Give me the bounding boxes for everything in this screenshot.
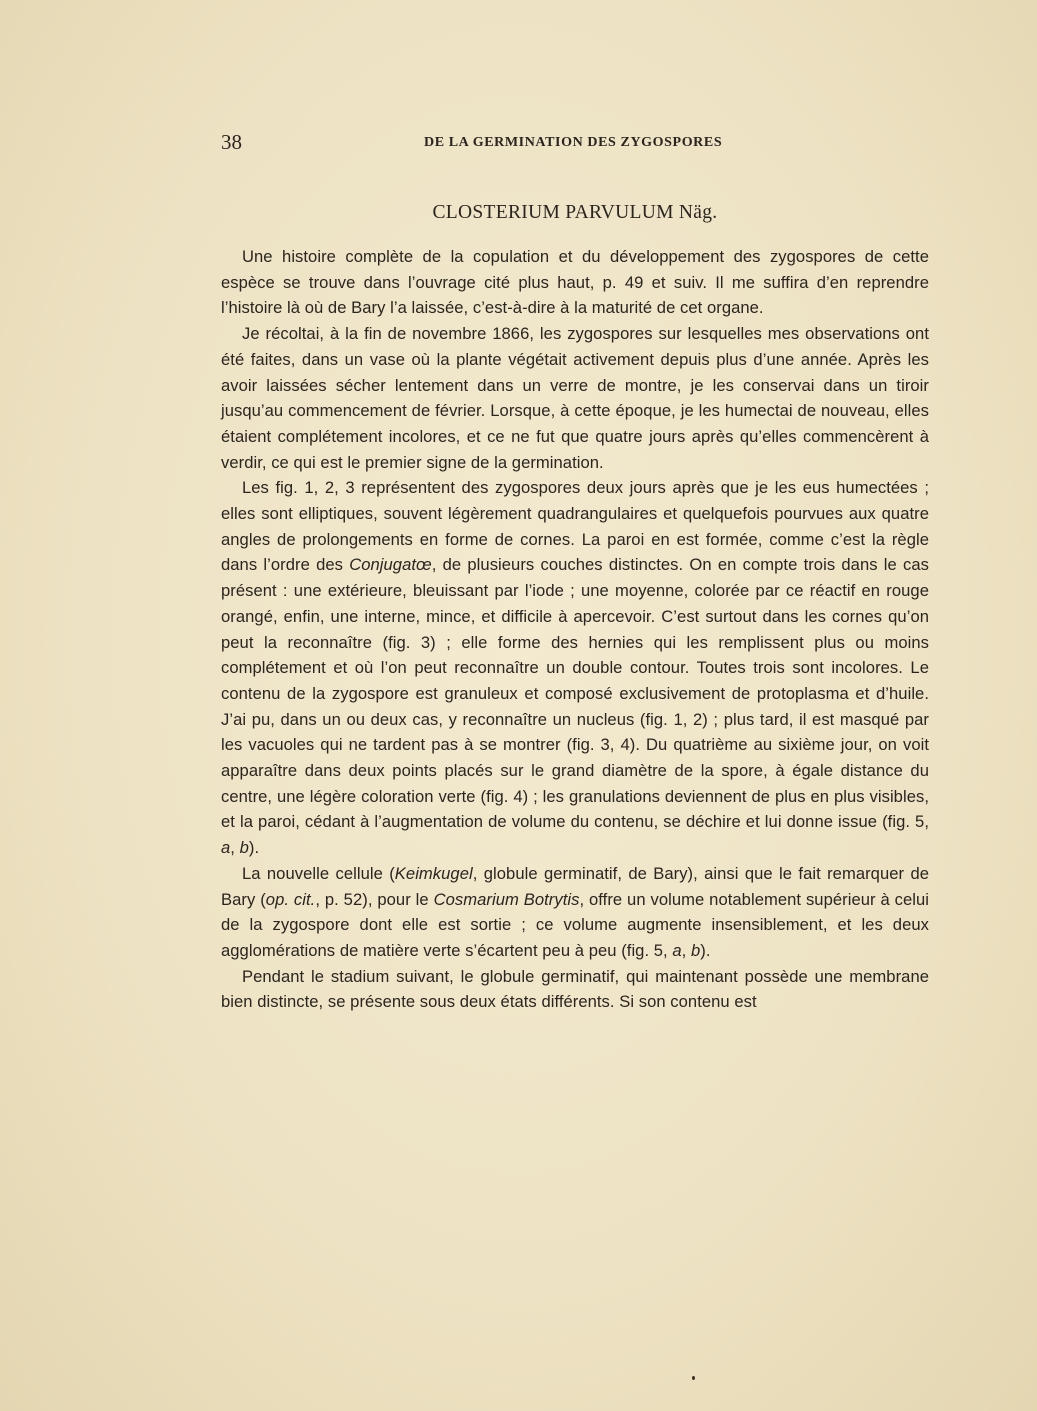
paragraph [221, 244, 929, 321]
body-text [221, 244, 929, 1015]
running-title: DE LA GERMINATION DES ZYGOSPORES [424, 135, 723, 150]
text-run: Je récoltai, à la fin de novembre 1866, les zygospores sur lesquelles mes observations ont été faites, dans un vase où la plante végétait activement depuis plus d’une année. Après les avoir laissées sécher lentement dans un verre de montre, je les conservai dans un tiroir jusqu’au commencement de février. Lorsque, à cette époque, je les humectai de nouveau, elles étaient complétement incolores, et ce ne fut que quatre jours après qu’elles commencèrent à verdir, ce qui est le premier signe de la germination. [221, 324, 929, 472]
italic-text: b [239, 838, 249, 858]
text-run: Une histoire complète de la copulation et du développement des zygospores de cette espèce se trouve dans l’ouvrage cité plus haut, p. 49 et suiv. Il me suffira d’en reprendre l’histoire là où de Bary l’a laissée, c’est-à-dire à la maturité de cet organe. [221, 247, 929, 318]
text-run: Les fig. 1, 2, 3 représentent des zygospores deux jours après que je les eus humectées ; elles sont elliptiques, souvent légèrement quadrangulaires et quelquefois pourvues aux quatre angles de prolongements en forme de cornes. La paroi en est formée, comme c’est la règle dans l’ordre des [221, 478, 929, 575]
text-run: , [681, 940, 691, 960]
page-number: 38 [221, 130, 242, 154]
text-run: , offre un volume notablement supérieur à celui de la zygospore dont elle est sortie ; ce volume augmente insensiblement, et les deux agglomérations de matière verte s’écartent peu à peu (fig. 5, [221, 889, 930, 960]
italic-text: a [672, 940, 682, 960]
text-run: ). [700, 940, 711, 960]
paragraph [221, 964, 929, 1015]
text-run: , p. 52), pour le [315, 889, 434, 909]
text-run: , de plusieurs couches distinctes. On en compte trois dans le cas présent : une extérieure, bleuissant par l’iode ; une moyenne, colorée par ce réactif en rouge orangé, enfin, une interne, mince, et difficile à apercevoir. C’est surtout dans les cornes qu’on peut la reconnaître (fig. 3) ; elle forme des hernies qui les remplissent plus ou moins complétement et où l’on peut reconnaître un double contour. Toutes trois sont incolores. Le contenu de la zygospore est granuleux et composé exclusivement de protoplasma et d’huile. J’ai pu, dans un ou deux cas, y reconnaître un nucleus (fig. 1, 2) ; plus tard, il est masqué par les vacuoles qui ne tardent pas à se montrer (fig. 3, 4). Du quatrième au sixième jour, on voit apparaître dans deux points placés sur le grand diamètre de la spore, à égale distance du centre, une légère coloration verte (fig. 4) ; les granulations deviennent de plus en plus visibles, et la paroi, cédant à l’augmentation de volume du contenu, se déchire et lui donne issue (fig. 5, [221, 555, 929, 832]
running-head [221, 130, 929, 154]
text-run: Pendant le stadium suivant, le globule germinatif, qui maintenant possède une membrane bien distincte, se présente sous deux états différents. Si son contenu est [221, 966, 929, 1012]
text-run: , globule germinatif, de Bary), ainsi que le fait remarquer de Bary ( [221, 863, 929, 909]
text-run: La nouvelle cellule ( [242, 863, 395, 883]
italic-text: Conjugatœ [349, 555, 432, 575]
paragraph [221, 861, 929, 964]
italic-text: b [691, 940, 701, 960]
italic-text: Cosmarium Botrytis [433, 889, 580, 909]
paragraph [221, 475, 929, 861]
text-run: , [230, 838, 240, 858]
italic-text: a [221, 838, 231, 858]
ink-speck [692, 1376, 695, 1380]
section-title: CLOSTERIUM PARVULUM Näg. [432, 202, 718, 223]
paragraph [221, 321, 929, 475]
text-run: ). [248, 838, 260, 858]
italic-text: op. cit. [265, 889, 316, 909]
italic-text: Keimkugel [394, 863, 473, 883]
